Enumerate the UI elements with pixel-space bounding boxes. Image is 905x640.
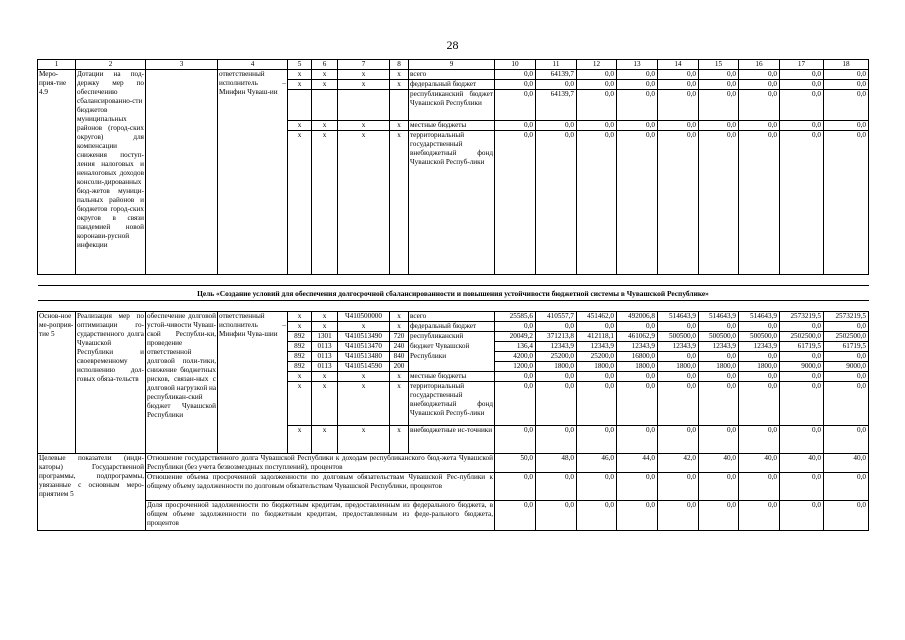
column-number-2: 2: [76, 60, 146, 70]
code-grbs: x: [288, 322, 312, 332]
indicator-value: 40,0: [824, 454, 869, 473]
column-number-11: 11: [536, 60, 577, 70]
code-grbs: x: [288, 131, 312, 275]
code-target: x: [338, 121, 390, 131]
code-grbs: [288, 90, 312, 121]
indicator-value: 40,0: [780, 454, 824, 473]
indicator-row: [38, 501, 869, 531]
budget-value: 0,0: [824, 322, 869, 332]
budget-value: 0,0: [780, 121, 824, 131]
budget-value: 12343,9: [617, 342, 658, 352]
budget-value: 514643,9: [739, 312, 780, 322]
budget-value: 0,0: [780, 352, 824, 362]
code-expense: x: [390, 121, 409, 131]
budget-value: 0,0: [780, 322, 824, 332]
spacer: [38, 275, 869, 286]
indicator-text: Отношение объема просроченной задолженности по долговым обязательствам Чувашской Рес-публики к общему объему задолженности по долговым обязательствам Чувашской Республики, процентов: [146, 473, 495, 501]
budget-value: 0,0: [699, 372, 739, 382]
budget-value: 0,0: [536, 80, 577, 90]
indicator-value: 0,0: [577, 473, 617, 501]
budget-value: 20049,2: [495, 332, 536, 342]
indicator-value: 40,0: [699, 454, 739, 473]
code-target: x: [338, 382, 390, 426]
page-number: 28: [446, 38, 459, 52]
budget-value: 64139,7: [536, 90, 577, 121]
budget-value: 0,0: [739, 90, 780, 121]
budget-value: 2502500,0: [780, 332, 824, 342]
column-number-5: 5: [288, 60, 312, 70]
code-section: [312, 90, 338, 121]
budget-value: 0,0: [699, 382, 739, 426]
budget-value: 0,0: [824, 121, 869, 131]
budget-value: 1200,0: [495, 362, 536, 372]
responsible-executor: ответственный исполнитель – Минфин Чуваш-ии: [218, 70, 288, 275]
code-section: x: [312, 131, 338, 275]
budget-value: 25200,0: [577, 352, 617, 362]
budget-value: 0,0: [617, 322, 658, 332]
budget-value: 0,0: [824, 372, 869, 382]
budget-value: 2573219,5: [824, 312, 869, 322]
funding-source: республиканский: [409, 332, 495, 342]
column-number-8: 8: [390, 60, 409, 70]
measure-label: Меро-прия-тие 4.9: [38, 70, 76, 275]
budget-value: 0,0: [658, 352, 699, 362]
budget-value: 25585,6: [495, 312, 536, 322]
indicator-value: 0,0: [824, 501, 869, 531]
indicator-value: 42,0: [658, 454, 699, 473]
budget-value: 0,0: [739, 80, 780, 90]
budget-value: 0,0: [780, 90, 824, 121]
funding-source: внебюджетные ис-точники: [409, 426, 495, 454]
budget-table: [37, 59, 869, 531]
code-expense: x: [390, 312, 409, 322]
spacer-row: [38, 275, 869, 286]
code-grbs: x: [288, 312, 312, 322]
budget-value: 0,0: [577, 70, 617, 80]
responsible-executor: ответственный исполнитель – Минфин Чува-шии: [218, 312, 288, 454]
budget-value: 0,0: [658, 80, 699, 90]
budget-value: 0,0: [739, 372, 780, 382]
budget-value: 0,0: [495, 121, 536, 131]
budget-value: 0,0: [780, 80, 824, 90]
funding-source: местные бюджеты: [409, 372, 495, 382]
code-section: 0113: [312, 342, 338, 352]
budget-value: 0,0: [495, 372, 536, 382]
budget-value: 0,0: [617, 80, 658, 90]
code-expense: 840: [390, 352, 409, 362]
code-target: Ч410513470: [338, 342, 390, 352]
budget-value: 451462,0: [577, 312, 617, 322]
budget-value: 1800,0: [699, 362, 739, 372]
budget-value: 0,0: [495, 80, 536, 90]
code-expense: 720: [390, 332, 409, 342]
code-expense: x: [390, 131, 409, 275]
budget-value: 0,0: [739, 382, 780, 426]
budget-value: 0,0: [658, 70, 699, 80]
column-number-17: 17: [780, 60, 824, 70]
measure-description: Дотации на под-держку мер по обеспечению сбалансированно-сти бюджетов муниципальных районов (город-ских округов) для компенсации снижения поступ-ления налоговых и неналоговых доходов консоли-дированных бюд-жетов муници-пальных районов и бюджетов город-ских округов в связи пандемией новой коронави-русной инфекции: [76, 70, 146, 275]
code-target: Ч410513490: [338, 332, 390, 342]
funding-source: территориальный государственный внебюджетный фонд Чувашской Респуб-лики: [409, 382, 495, 426]
budget-value: 500500,0: [658, 332, 699, 342]
budget-value: 0,0: [699, 322, 739, 332]
code-grbs: x: [288, 382, 312, 426]
budget-value: 25200,0: [536, 352, 577, 362]
budget-value: 492006,8: [617, 312, 658, 322]
budget-value: 0,0: [780, 372, 824, 382]
code-expense: x: [390, 322, 409, 332]
indicator-text: Отношение государственного долга Чувашской Республики к доходам республиканского бюд-жета Чувашской Республики (без учета безвозмездных поступлений), процентов: [147, 454, 493, 471]
indicator-value: 0,0: [658, 501, 699, 531]
budget-value: 0,0: [658, 90, 699, 121]
budget-value: 0,0: [780, 70, 824, 80]
budget-value: 0,0: [617, 382, 658, 426]
funding-source: [409, 362, 495, 372]
code-expense: [390, 90, 409, 121]
code-section: x: [312, 121, 338, 131]
code-section: x: [312, 70, 338, 80]
code-section: x: [312, 312, 338, 322]
code-expense: x: [390, 372, 409, 382]
budget-value: 12343,9: [658, 342, 699, 352]
budget-value: 2573219,5: [780, 312, 824, 322]
budget-value: 0,0: [495, 382, 536, 426]
budget-value: 0,0: [658, 382, 699, 426]
budget-value: 514643,9: [658, 312, 699, 322]
indicator-value: 0,0: [824, 473, 869, 501]
budget-value: 0,0: [739, 352, 780, 362]
indicator-value: 0,0: [617, 473, 658, 501]
indicator-row: [38, 454, 869, 473]
code-target: x: [338, 80, 390, 90]
budget-value: 0,0: [739, 121, 780, 131]
budget-value: 0,0: [824, 352, 869, 362]
column-number-1: 1: [38, 60, 76, 70]
column-number-12: 12: [577, 60, 617, 70]
budget-value: 0,0: [658, 131, 699, 275]
budget-value: 12343,9: [536, 342, 577, 352]
budget-value: 0,0: [577, 372, 617, 382]
code-section: x: [312, 372, 338, 382]
code-expense: x: [390, 382, 409, 426]
budget-value: 500500,0: [699, 332, 739, 342]
funding-source: республиканский бюджет Чувашской Республики: [409, 90, 495, 121]
header-row: [38, 60, 869, 70]
budget-value: 1800,0: [577, 362, 617, 372]
column-number-7: 7: [338, 60, 390, 70]
funding-source: всего: [409, 70, 495, 80]
budget-value: 2502500,0: [824, 332, 869, 342]
budget-value: 61719,5: [780, 342, 824, 352]
budget-value: 0,0: [780, 426, 824, 454]
spacer: [38, 301, 869, 312]
budget-value: 0,0: [824, 70, 869, 80]
budget-value: 0,0: [699, 80, 739, 90]
indicator-value: 0,0: [699, 473, 739, 501]
code-target: x: [338, 426, 390, 454]
code-target: Ч410514590: [338, 362, 390, 372]
budget-value: 0,0: [699, 131, 739, 275]
code-target: x: [338, 131, 390, 275]
budget-value: 0,0: [495, 322, 536, 332]
code-target: Ч410500000: [338, 312, 390, 322]
budget-value: 514643,9: [699, 312, 739, 322]
funding-source: федеральный бюджет: [409, 80, 495, 90]
indicator-value: 0,0: [617, 501, 658, 531]
code-grbs: 892: [288, 352, 312, 362]
funding-source: бюджет Чувашской: [409, 342, 495, 352]
budget-value: 0,0: [699, 352, 739, 362]
budget-value: 0,0: [536, 131, 577, 275]
spacer-row: [38, 301, 869, 312]
budget-value: 0,0: [699, 121, 739, 131]
indicator-value: 46,0: [577, 454, 617, 473]
budget-value: 371213,8: [536, 332, 577, 342]
code-section: 0113: [312, 362, 338, 372]
funding-source: местные бюджеты: [409, 121, 495, 131]
budget-value: 0,0: [617, 90, 658, 121]
indicator-text: Доля просроченной задолженности по бюджетным кредитам, предоставленным из федерального бюджета, в общем объеме задолженности по бюджетным кредитам, предоставленным из феде-рального бюджета, процентов: [146, 501, 495, 531]
measure-result: [146, 70, 218, 275]
budget-value: 0,0: [739, 131, 780, 275]
budget-value: 0,0: [658, 121, 699, 131]
budget-value: 0,0: [617, 131, 658, 275]
indicator-value: 0,0: [739, 473, 780, 501]
funding-source: Республики: [409, 352, 495, 362]
indicator-value: 0,0: [780, 473, 824, 501]
budget-value: 0,0: [577, 121, 617, 131]
code-expense: x: [390, 426, 409, 454]
code-target: x: [338, 70, 390, 80]
indicator-value: 0,0: [536, 501, 577, 531]
activity-result: обеспечение долговой устой-чивости Чуваш-ской Республи-ки, проведение ответственной долговой поли-тики, снижение бюджетных рисков, связан-ных с долговой нагрузкой на республикан-ский бюджет Чувашской Республики: [146, 312, 218, 454]
column-number-16: 16: [739, 60, 780, 70]
budget-value: 1800,0: [658, 362, 699, 372]
code-expense: x: [390, 80, 409, 90]
budget-value: 0,0: [617, 372, 658, 382]
code-target: x: [338, 322, 390, 332]
activity-description: Реализация мер по оптимизации го-сударственного долга Чувашской Республики и своевременному исполнению дол-говых обяза-тельств: [76, 312, 146, 454]
budget-value: 12343,9: [577, 342, 617, 352]
code-grbs: x: [288, 426, 312, 454]
column-number-6: 6: [312, 60, 338, 70]
budget-value: 16800,0: [617, 352, 658, 362]
budget-value: 0,0: [824, 90, 869, 121]
code-expense: x: [390, 70, 409, 80]
code-target: [338, 90, 390, 121]
funding-source: территориальный государственный внебюджетный фонд Чувашской Респуб-лики: [409, 131, 495, 275]
indicator-value: 0,0: [780, 501, 824, 531]
code-grbs: x: [288, 372, 312, 382]
code-target: Ч410513480: [338, 352, 390, 362]
indicator-value: 0,0: [658, 473, 699, 501]
goal-title: Цель «Создание условий для обеспечения долгосрочной сбалансированности и повышения устойчивости бюджетной системы в Чувашской Республике»: [38, 286, 869, 301]
main-activity-label: Основ-ное ме-роприя-тие 5: [38, 312, 76, 454]
indicator-row: [38, 473, 869, 501]
indicator-value: 50,0: [495, 454, 536, 473]
budget-value: 0,0: [495, 90, 536, 121]
budget-value: 0,0: [617, 426, 658, 454]
budget-value: 0,0: [495, 426, 536, 454]
budget-value: 0,0: [536, 382, 577, 426]
budget-value: 0,0: [699, 426, 739, 454]
code-section: x: [312, 426, 338, 454]
budget-value: 0,0: [577, 80, 617, 90]
indicator-value: 44,0: [617, 454, 658, 473]
budget-value: 0,0: [824, 382, 869, 426]
code-section: 0113: [312, 352, 338, 362]
column-number-9: 9: [409, 60, 495, 70]
budget-value: 64139,7: [536, 70, 577, 80]
budget-value: 0,0: [699, 90, 739, 121]
column-number-13: 13: [617, 60, 658, 70]
budget-value: 461062,9: [617, 332, 658, 342]
indicator-value: 0,0: [495, 501, 536, 531]
indicator-value: 0,0: [577, 501, 617, 531]
code-section: x: [312, 80, 338, 90]
budget-value: 0,0: [739, 426, 780, 454]
budget-value: 136,4: [495, 342, 536, 352]
budget-value: 0,0: [739, 322, 780, 332]
budget-value: 0,0: [577, 90, 617, 121]
budget-value: 9000,0: [824, 362, 869, 372]
budget-value: 0,0: [495, 131, 536, 275]
budget-value: 0,0: [577, 382, 617, 426]
column-number-4: 4: [218, 60, 288, 70]
budget-value: 0,0: [536, 121, 577, 131]
code-target: x: [338, 372, 390, 382]
budget-value: 0,0: [780, 382, 824, 426]
budget-value: 4200,0: [495, 352, 536, 362]
code-grbs: x: [288, 70, 312, 80]
budget-value: 0,0: [495, 70, 536, 80]
budget-value: 0,0: [824, 80, 869, 90]
column-number-14: 14: [658, 60, 699, 70]
budget-value: 0,0: [780, 131, 824, 275]
budget-value: 410557,7: [536, 312, 577, 322]
budget-value: 9000,0: [780, 362, 824, 372]
funding-source: всего: [409, 312, 495, 322]
goal-row: [38, 286, 869, 301]
code-grbs: 892: [288, 342, 312, 352]
budget-value: 412118,1: [577, 332, 617, 342]
column-number-3: 3: [146, 60, 218, 70]
code-grbs: x: [288, 80, 312, 90]
budget-value: 0,0: [577, 426, 617, 454]
budget-value: 0,0: [739, 70, 780, 80]
budget-value: 0,0: [536, 372, 577, 382]
budget-value: 0,0: [536, 322, 577, 332]
code-section: 1301: [312, 332, 338, 342]
column-number-15: 15: [699, 60, 739, 70]
code-section: x: [312, 322, 338, 332]
indicator-value: 0,0: [536, 473, 577, 501]
budget-value: 0,0: [658, 426, 699, 454]
budget-value: 0,0: [577, 322, 617, 332]
budget-value: 61719,5: [824, 342, 869, 352]
budget-value: 0,0: [824, 131, 869, 275]
budget-value: 0,0: [699, 70, 739, 80]
column-number-18: 18: [824, 60, 869, 70]
block1-row: [38, 70, 869, 80]
budget-value: 500500,0: [739, 332, 780, 342]
budget-value: 0,0: [617, 70, 658, 80]
code-grbs: 892: [288, 362, 312, 372]
budget-value: 0,0: [536, 426, 577, 454]
code-section: x: [312, 382, 338, 426]
budget-value: 1800,0: [739, 362, 780, 372]
budget-value: 12343,9: [739, 342, 780, 352]
indicator-value: 0,0: [495, 473, 536, 501]
column-number-10: 10: [495, 60, 536, 70]
budget-value: 0,0: [658, 372, 699, 382]
indicator-value: 0,0: [699, 501, 739, 531]
budget-value: 0,0: [617, 121, 658, 131]
budget-value: 0,0: [824, 426, 869, 454]
block2-row: [38, 312, 869, 322]
code-expense: 240: [390, 342, 409, 352]
code-grbs: x: [288, 121, 312, 131]
budget-value: 1800,0: [617, 362, 658, 372]
budget-value: 1800,0: [536, 362, 577, 372]
indicator-value: 0,0: [739, 501, 780, 531]
funding-source: федеральный бюджет: [409, 322, 495, 332]
indicators-label: Целевые показатели (инди-каторы) Государственной программы, подпрограммы, увязанные с основным меро-приятием 5: [38, 454, 146, 531]
code-expense: 200: [390, 362, 409, 372]
budget-value: 0,0: [577, 131, 617, 275]
budget-value: 0,0: [658, 322, 699, 332]
indicator-value: 40,0: [739, 454, 780, 473]
indicator-value: 48,0: [536, 454, 577, 473]
code-grbs: 892: [288, 332, 312, 342]
budget-value: 12343,9: [699, 342, 739, 352]
